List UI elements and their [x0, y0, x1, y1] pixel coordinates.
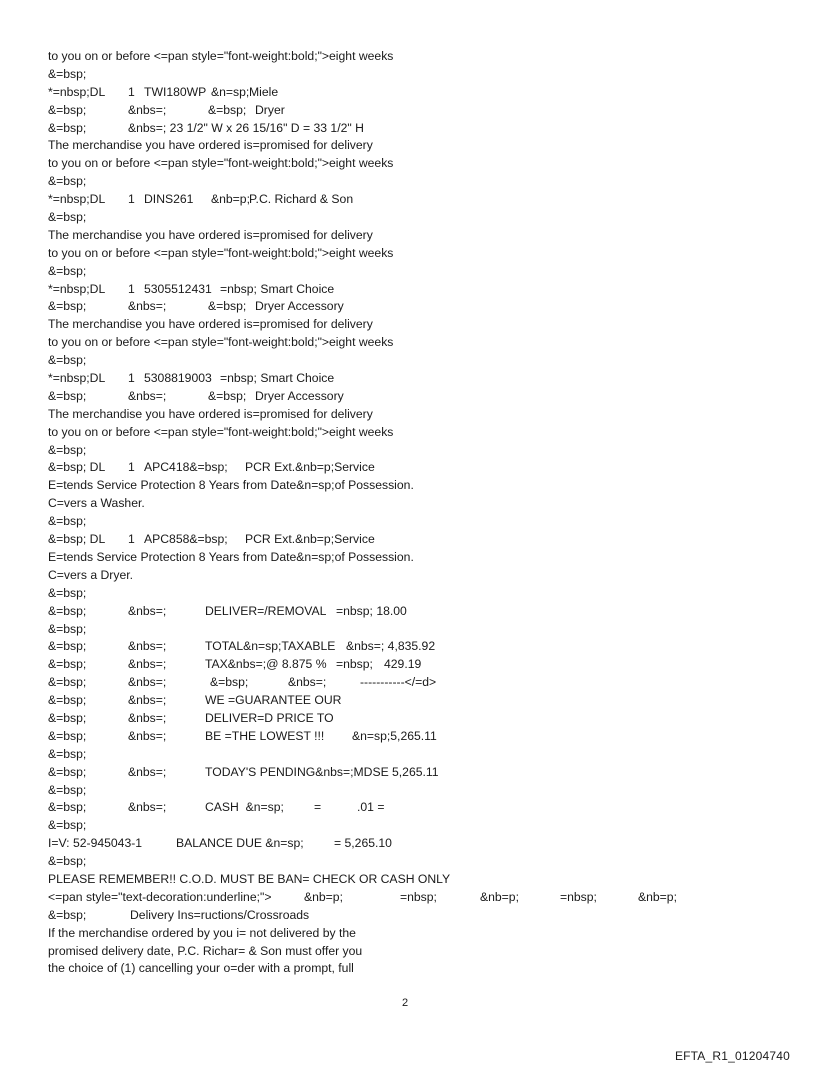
line-text: &=bsp; DL: [48, 532, 106, 547]
document-line: [48, 477, 788, 495]
line-text: The merchandise you have ordered is=promised for delivery: [48, 406, 373, 421]
line-text: *=nbsp;DL: [48, 192, 106, 207]
line-text: &nbs=;: [128, 102, 167, 117]
line-text: &=bsp;: [48, 800, 87, 815]
line-text: &=bsp;: [48, 442, 87, 457]
line-text: &=bsp;: [48, 782, 87, 797]
line-text: BALANCE DUE &n=sp;: [176, 836, 304, 851]
line-text: &=bsp;: [48, 854, 87, 869]
line-text: &=bsp;: [48, 621, 87, 636]
document-line: [48, 656, 788, 674]
document-line: [48, 782, 788, 800]
line-text: DELIVER=/REMOVAL: [205, 603, 327, 618]
document-line: [48, 513, 788, 531]
line-text: &nbs=; 23 1/2" W x 26 15/16" D = 33 1/2" H: [128, 120, 364, 135]
line-text: TWI180WP: [144, 84, 207, 99]
document-line: [48, 424, 788, 442]
line-text: &nbs=;: [128, 764, 167, 779]
line-text: TOTAL&n=sp;TAXABLE: [205, 639, 336, 654]
document-line: [48, 298, 788, 316]
line-text: &=bsp;: [48, 263, 87, 278]
document-line: [48, 746, 788, 764]
line-text: E=tends Service Protection 8 Years from Date&n=sp;of Possession.: [48, 549, 414, 564]
line-text: &nbs=;: [128, 728, 167, 743]
line-text: <=pan style="text-decoration:underline;">: [48, 889, 272, 904]
document-line: [48, 227, 788, 245]
line-text: The merchandise you have ordered is=promised for delivery: [48, 138, 373, 153]
line-text: Miele: [249, 84, 279, 99]
document-line: [48, 835, 788, 853]
line-text: =nbsp;: [560, 889, 597, 904]
line-text: &nbs=;: [128, 299, 167, 314]
document-line: [48, 817, 788, 835]
document-line: [48, 173, 788, 191]
document-line: [48, 531, 788, 549]
line-text: 5308819003: [144, 371, 212, 386]
line-text: &n=sp;: [211, 84, 250, 99]
document-line: [48, 84, 788, 102]
document-line: [48, 943, 788, 961]
document-line: [48, 316, 788, 334]
line-text: &=bsp;: [48, 657, 87, 672]
document-line: [48, 120, 788, 138]
line-text: APC418&=bsp;: [144, 460, 228, 475]
line-text: TODAY'S PENDING&nbs=;MDSE: [205, 764, 389, 779]
document-line: [48, 102, 788, 120]
document-line: [48, 334, 788, 352]
line-text: =nbsp;: [336, 657, 373, 672]
document-line: [48, 137, 788, 155]
document-line: [48, 549, 788, 567]
line-text: 1: [128, 192, 135, 207]
line-text: &=bsp;: [48, 818, 87, 833]
line-text: Dryer Accessory: [255, 388, 344, 403]
line-text: C=vers a Dryer.: [48, 567, 133, 582]
document-line: [48, 674, 788, 692]
line-text: 5305512431: [144, 281, 212, 296]
document-line: [48, 48, 788, 66]
line-text: &=bsp;: [48, 66, 87, 81]
line-text: 429.19: [384, 657, 422, 672]
line-text: &nbs=; 4,835.92: [346, 639, 436, 654]
document-line: [48, 871, 788, 889]
line-text: &=bsp;: [48, 639, 87, 654]
line-text: &=bsp;: [48, 728, 87, 743]
line-text: &nbs=;: [128, 657, 167, 672]
line-text: =: [314, 800, 322, 815]
line-text: &=bsp;: [48, 746, 87, 761]
line-text: promised delivery date, P.C. Richar= & Son must offer you: [48, 943, 363, 958]
line-text: &nbs=;: [288, 675, 327, 690]
line-text: = 5,265.10: [334, 836, 392, 851]
line-text: to you on or before <=pan style="font-weight:bold;">eight weeks: [48, 156, 394, 171]
line-text: &nbs=;: [128, 388, 167, 403]
document-line: [48, 638, 788, 656]
line-text: =nbsp; Smart Choice: [220, 281, 335, 296]
document-id: EFTA_R1_01204740: [674, 1049, 790, 1063]
line-text: &=bsp;: [48, 210, 87, 225]
line-text: Dryer Accessory: [255, 299, 344, 314]
line-text: &=bsp; DL: [48, 460, 106, 475]
document-line: [48, 191, 788, 209]
line-text: PCR Ext.&nb=p;Service: [245, 532, 375, 547]
line-text: =nbsp; 18.00: [336, 603, 407, 618]
line-text: *=nbsp;DL: [48, 371, 106, 386]
line-text: E=tends Service Protection 8 Years from Date&n=sp;of Possession.: [48, 478, 414, 493]
line-text: &=bsp;: [48, 174, 87, 189]
line-text: &=bsp;: [48, 907, 87, 922]
line-text: the choice of (1) cancelling your o=der with a prompt, full: [48, 961, 354, 976]
document-line: [48, 459, 788, 477]
line-text: &=bsp;: [48, 388, 87, 403]
line-text: &=bsp;: [48, 603, 87, 618]
document-line: [48, 495, 788, 513]
line-text: to you on or before <=pan style="font-weight:bold;">eight weeks: [48, 49, 394, 63]
line-text: 1: [128, 84, 135, 99]
line-text: &nb=p;: [211, 192, 250, 207]
line-text: &nbs=;: [128, 603, 167, 618]
line-text: &=bsp;: [208, 102, 247, 117]
line-text: &=bsp;: [48, 120, 87, 135]
line-text: &nbs=;: [128, 639, 167, 654]
document-line: [48, 585, 788, 603]
document-line: [48, 621, 788, 639]
line-text: WE =GUARANTEE OUR: [205, 693, 342, 708]
line-text: *=nbsp;DL: [48, 84, 106, 99]
line-text: DELIVER=D PRICE TO: [205, 710, 334, 725]
line-text: .01 =: [357, 800, 385, 815]
line-text: DINS261: [144, 192, 194, 207]
line-text: =nbsp; Smart Choice: [220, 371, 335, 386]
line-text: &=bsp;: [48, 102, 87, 117]
line-text: &nbs=;: [128, 675, 167, 690]
document-line: [48, 388, 788, 406]
document-line: [48, 960, 788, 978]
line-text: CASH &n=sp;: [205, 800, 284, 815]
document-line: [48, 603, 788, 621]
line-text: *=nbsp;DL: [48, 281, 106, 296]
line-text: &=bsp;: [48, 693, 87, 708]
document-line: [48, 692, 788, 710]
line-text: I=V: 52-945043-1: [48, 836, 143, 851]
line-text: &=bsp;: [48, 764, 87, 779]
line-text: to you on or before <=pan style="font-weight:bold;">eight weeks: [48, 335, 394, 350]
document-line: [48, 352, 788, 370]
line-text: 1: [128, 371, 135, 386]
document-line: [48, 764, 788, 782]
line-text: &nb=p;: [638, 889, 677, 904]
line-text: PCR Ext.&nb=p;Service: [245, 460, 375, 475]
document-line: [48, 66, 788, 84]
line-text: &=bsp;: [48, 299, 87, 314]
line-text: &nbs=;: [128, 710, 167, 725]
document-line: [48, 925, 788, 943]
line-text: &=bsp;: [48, 514, 87, 529]
document-line: [48, 799, 788, 817]
line-text: &nb=p;: [304, 889, 343, 904]
document-line: [48, 281, 788, 299]
line-text: C=vers a Washer.: [48, 496, 145, 511]
document-line: [48, 853, 788, 871]
line-text: 1: [128, 281, 135, 296]
line-text: &=bsp;: [48, 353, 87, 368]
line-text: 1: [128, 532, 135, 547]
line-text: BE =THE LOWEST !!!: [205, 728, 325, 743]
document-line: [48, 406, 788, 424]
line-text: &=bsp;: [48, 585, 87, 600]
line-text: APC858&=bsp;: [144, 532, 228, 547]
document-line: [48, 245, 788, 263]
line-text: &nbs=;: [128, 800, 167, 815]
document-line: [48, 728, 788, 746]
line-text: &=bsp;: [208, 299, 247, 314]
document-body: [48, 48, 788, 978]
document-line: [48, 263, 788, 281]
document-line: [48, 907, 788, 925]
line-text: -----------</=d>: [360, 675, 437, 690]
document-line: [48, 710, 788, 728]
document-line: [48, 209, 788, 227]
line-text: Delivery Ins=ructions/Crossroads: [130, 907, 310, 922]
document-line: [48, 889, 788, 907]
line-text: PLEASE REMEMBER!! C.O.D. MUST BE BAN= CHECK OR CASH ONLY: [48, 871, 451, 886]
document-line: [48, 442, 788, 460]
line-text: =nbsp;: [400, 889, 437, 904]
page-number: 2: [402, 997, 409, 1009]
line-text: TAX&nbs=;@ 8.875 %: [205, 657, 327, 672]
line-text: &=bsp;: [210, 675, 249, 690]
line-text: &=bsp;: [208, 388, 247, 403]
document-line: [48, 370, 788, 388]
line-text: 1: [128, 460, 135, 475]
line-text: Dryer: [255, 102, 285, 117]
document-lines: [48, 48, 788, 978]
line-text: &=bsp;: [48, 710, 87, 725]
line-text: &nbs=;: [128, 693, 167, 708]
line-text: The merchandise you have ordered is=promised for delivery: [48, 227, 373, 242]
line-text: 5,265.11: [392, 764, 439, 779]
line-text: P.C. Richard & Son: [249, 192, 354, 207]
line-text: The merchandise you have ordered is=promised for delivery: [48, 317, 373, 332]
line-text: &nb=p;: [480, 889, 519, 904]
line-text: If the merchandise ordered by you i= not delivered by the: [48, 925, 356, 940]
line-text: to you on or before <=pan style="font-weight:bold;">eight weeks: [48, 245, 394, 260]
line-text: &=bsp;: [48, 675, 87, 690]
line-text: to you on or before <=pan style="font-weight:bold;">eight weeks: [48, 424, 394, 439]
document-line: [48, 155, 788, 173]
document-line: [48, 567, 788, 585]
line-text: &n=sp;5,265.11: [352, 728, 437, 743]
